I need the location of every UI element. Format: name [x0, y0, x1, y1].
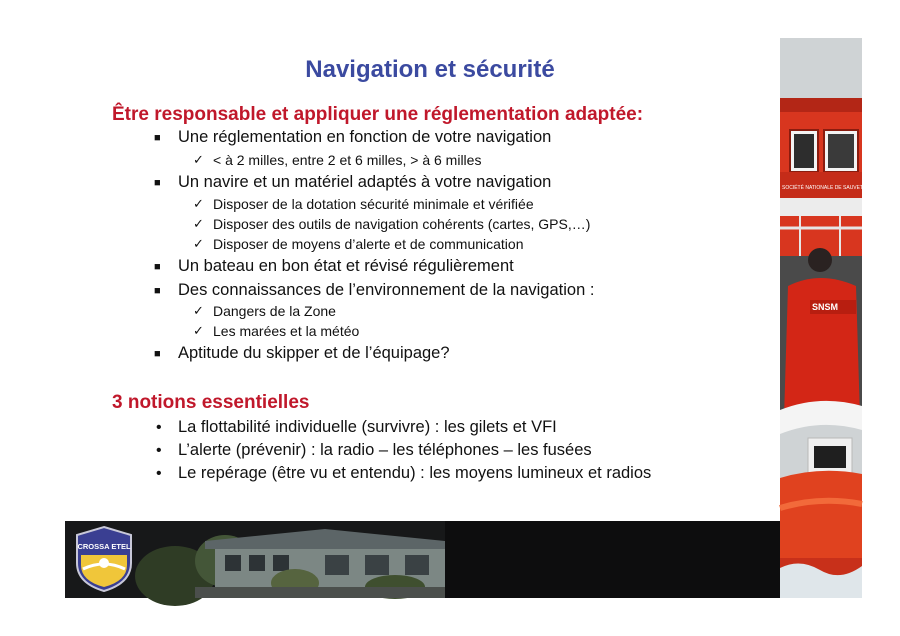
- sub-list-item-text: Disposer de la dotation sécurité minimale et vérifiée: [213, 196, 534, 212]
- sub-list-item: [193, 236, 524, 252]
- rescue-boat-illustration: [780, 38, 895, 598]
- sub-list-item-text: Disposer des outils de navigation cohérents (cartes, GPS,…): [213, 216, 591, 232]
- check-icon: ✓: [193, 216, 204, 231]
- check-icon: ✓: [193, 303, 204, 318]
- list-item-text: Un bateau en bon état et révisé régulièrement: [178, 257, 514, 275]
- check-icon: ✓: [193, 196, 204, 211]
- list-item-text: Un navire et un matériel adaptés à votre navigation: [178, 173, 552, 191]
- list-item-text: La flottabilité individuelle (survivre) : les gilets et VFI: [178, 418, 557, 436]
- list-item-text: Le repérage (être vu et entendu) : les moyens lumineux et radios: [178, 464, 652, 482]
- sub-list-item: [193, 303, 336, 319]
- dot-bullet-icon: •: [156, 442, 162, 459]
- check-icon: ✓: [193, 152, 204, 167]
- list-item-text: Aptitude du skipper et de l’équipage?: [178, 344, 450, 362]
- rescue-boat-photo: [780, 38, 895, 598]
- slide-title: Navigation et sécurité: [305, 56, 555, 83]
- check-icon: ✓: [193, 323, 204, 338]
- logo-text: CROSSA ETEL: [77, 542, 131, 551]
- dot-bullet-icon: •: [156, 465, 162, 482]
- sub-list-item-text: Disposer de moyens d’alerte et de communication: [213, 236, 524, 252]
- list-item: [154, 173, 552, 192]
- sub-list-item-text: Dangers de la Zone: [213, 303, 336, 319]
- footer-banner: [65, 521, 780, 598]
- list-item: [156, 464, 652, 483]
- list-item-text: Des connaissances de l’environnement de la navigation :: [178, 281, 595, 299]
- square-bullet-icon: ■: [154, 132, 161, 144]
- square-bullet-icon: ■: [154, 285, 161, 297]
- sub-list-item: [193, 196, 534, 212]
- section-heading-essentials: 3 notions essentielles: [112, 392, 310, 413]
- crossa-etel-logo: [73, 525, 135, 593]
- list-item: [156, 441, 592, 460]
- list-item-text: Une réglementation en fonction de votre navigation: [178, 128, 552, 146]
- section-heading-responsibility: Être responsable et appliquer une réglementation adaptée:: [112, 104, 644, 125]
- list-item: [154, 128, 552, 147]
- list-item: [154, 344, 450, 363]
- square-bullet-icon: ■: [154, 177, 161, 189]
- list-item: [154, 281, 595, 300]
- square-bullet-icon: ■: [154, 348, 161, 360]
- building-photo: [65, 521, 780, 598]
- list-item: [154, 257, 514, 276]
- square-bullet-icon: ■: [154, 261, 161, 273]
- sub-list-item-text: < à 2 milles, entre 2 et 6 milles, > à 6 milles: [213, 152, 482, 168]
- sub-list-item: [193, 323, 360, 339]
- dot-bullet-icon: •: [156, 419, 162, 436]
- sub-list-item-text: Les marées et la météo: [213, 323, 360, 339]
- hull-text: SOCIÉTÉ NATIONALE DE SAUVETAGE EN MER: [782, 185, 895, 191]
- jacket-text: SNSM: [812, 302, 839, 312]
- check-icon: ✓: [193, 236, 204, 251]
- sub-list-item: [193, 216, 591, 232]
- sub-list-item: [193, 152, 482, 168]
- list-item-text: L’alerte (prévenir) : la radio – les téléphones – les fusées: [178, 441, 592, 459]
- list-item: [156, 418, 557, 437]
